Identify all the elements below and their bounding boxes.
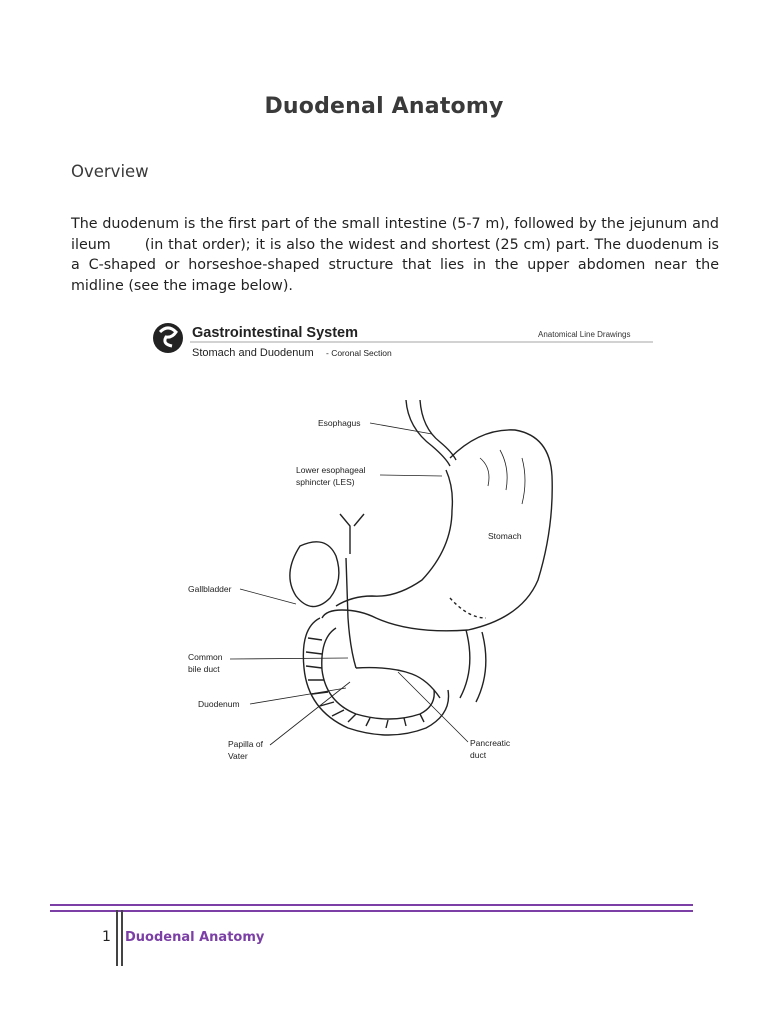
- label-pancreatic-line2: duct: [470, 750, 487, 760]
- footer-page-number: 1: [102, 929, 111, 945]
- label-esophagus: Esophagus: [318, 418, 361, 428]
- label-common-line2: bile duct: [188, 664, 220, 674]
- footer-running-title: Duodenal Anatomy: [125, 930, 265, 945]
- label-pancreatic-line1: Pancreatic: [470, 738, 511, 748]
- figure-header-subtitle-suffix: - Coronal Section: [326, 348, 392, 358]
- label-gallbladder: Gallbladder: [188, 584, 232, 594]
- overview-paragraph: The duodenum is the first part of the small intestine (5-7 m), followed by the jejunum and ileum (in that order); it is also the widest and shortest (25 cm) part. The duodenum is a C-shaped or horseshoe-shaped structure that lies in the upper abdomen near the midline (see the image below).: [71, 216, 724, 294]
- figure-header-title: Gastrointestinal System: [192, 325, 358, 341]
- figure-header-right: Anatomical Line Drawings: [538, 330, 631, 339]
- footer-rule-top: [50, 904, 693, 906]
- label-stomach: Stomach: [488, 531, 522, 541]
- gi-logo-icon: [153, 323, 183, 353]
- footer-vertical-bar-right: [121, 910, 123, 966]
- label-papilla-line2: Vater: [228, 751, 248, 761]
- label-duodenum: Duodenum: [198, 699, 240, 709]
- label-papilla-line1: Papilla of: [228, 739, 263, 749]
- figure-header-subtitle: Stomach and Duodenum: [192, 347, 314, 359]
- stomach-duodenum-drawing: [290, 400, 552, 735]
- gi-anatomy-figure: [150, 318, 655, 778]
- label-common-line1: Common: [188, 652, 223, 662]
- page-title: Duodenal Anatomy: [264, 94, 504, 119]
- footer-vertical-bar-left: [116, 910, 118, 966]
- section-heading-overview: Overview: [71, 162, 149, 181]
- label-les-line2: sphincter (LES): [296, 477, 355, 487]
- footer-rule-bottom: [50, 910, 693, 912]
- label-les-line1: Lower esophageal: [296, 465, 366, 475]
